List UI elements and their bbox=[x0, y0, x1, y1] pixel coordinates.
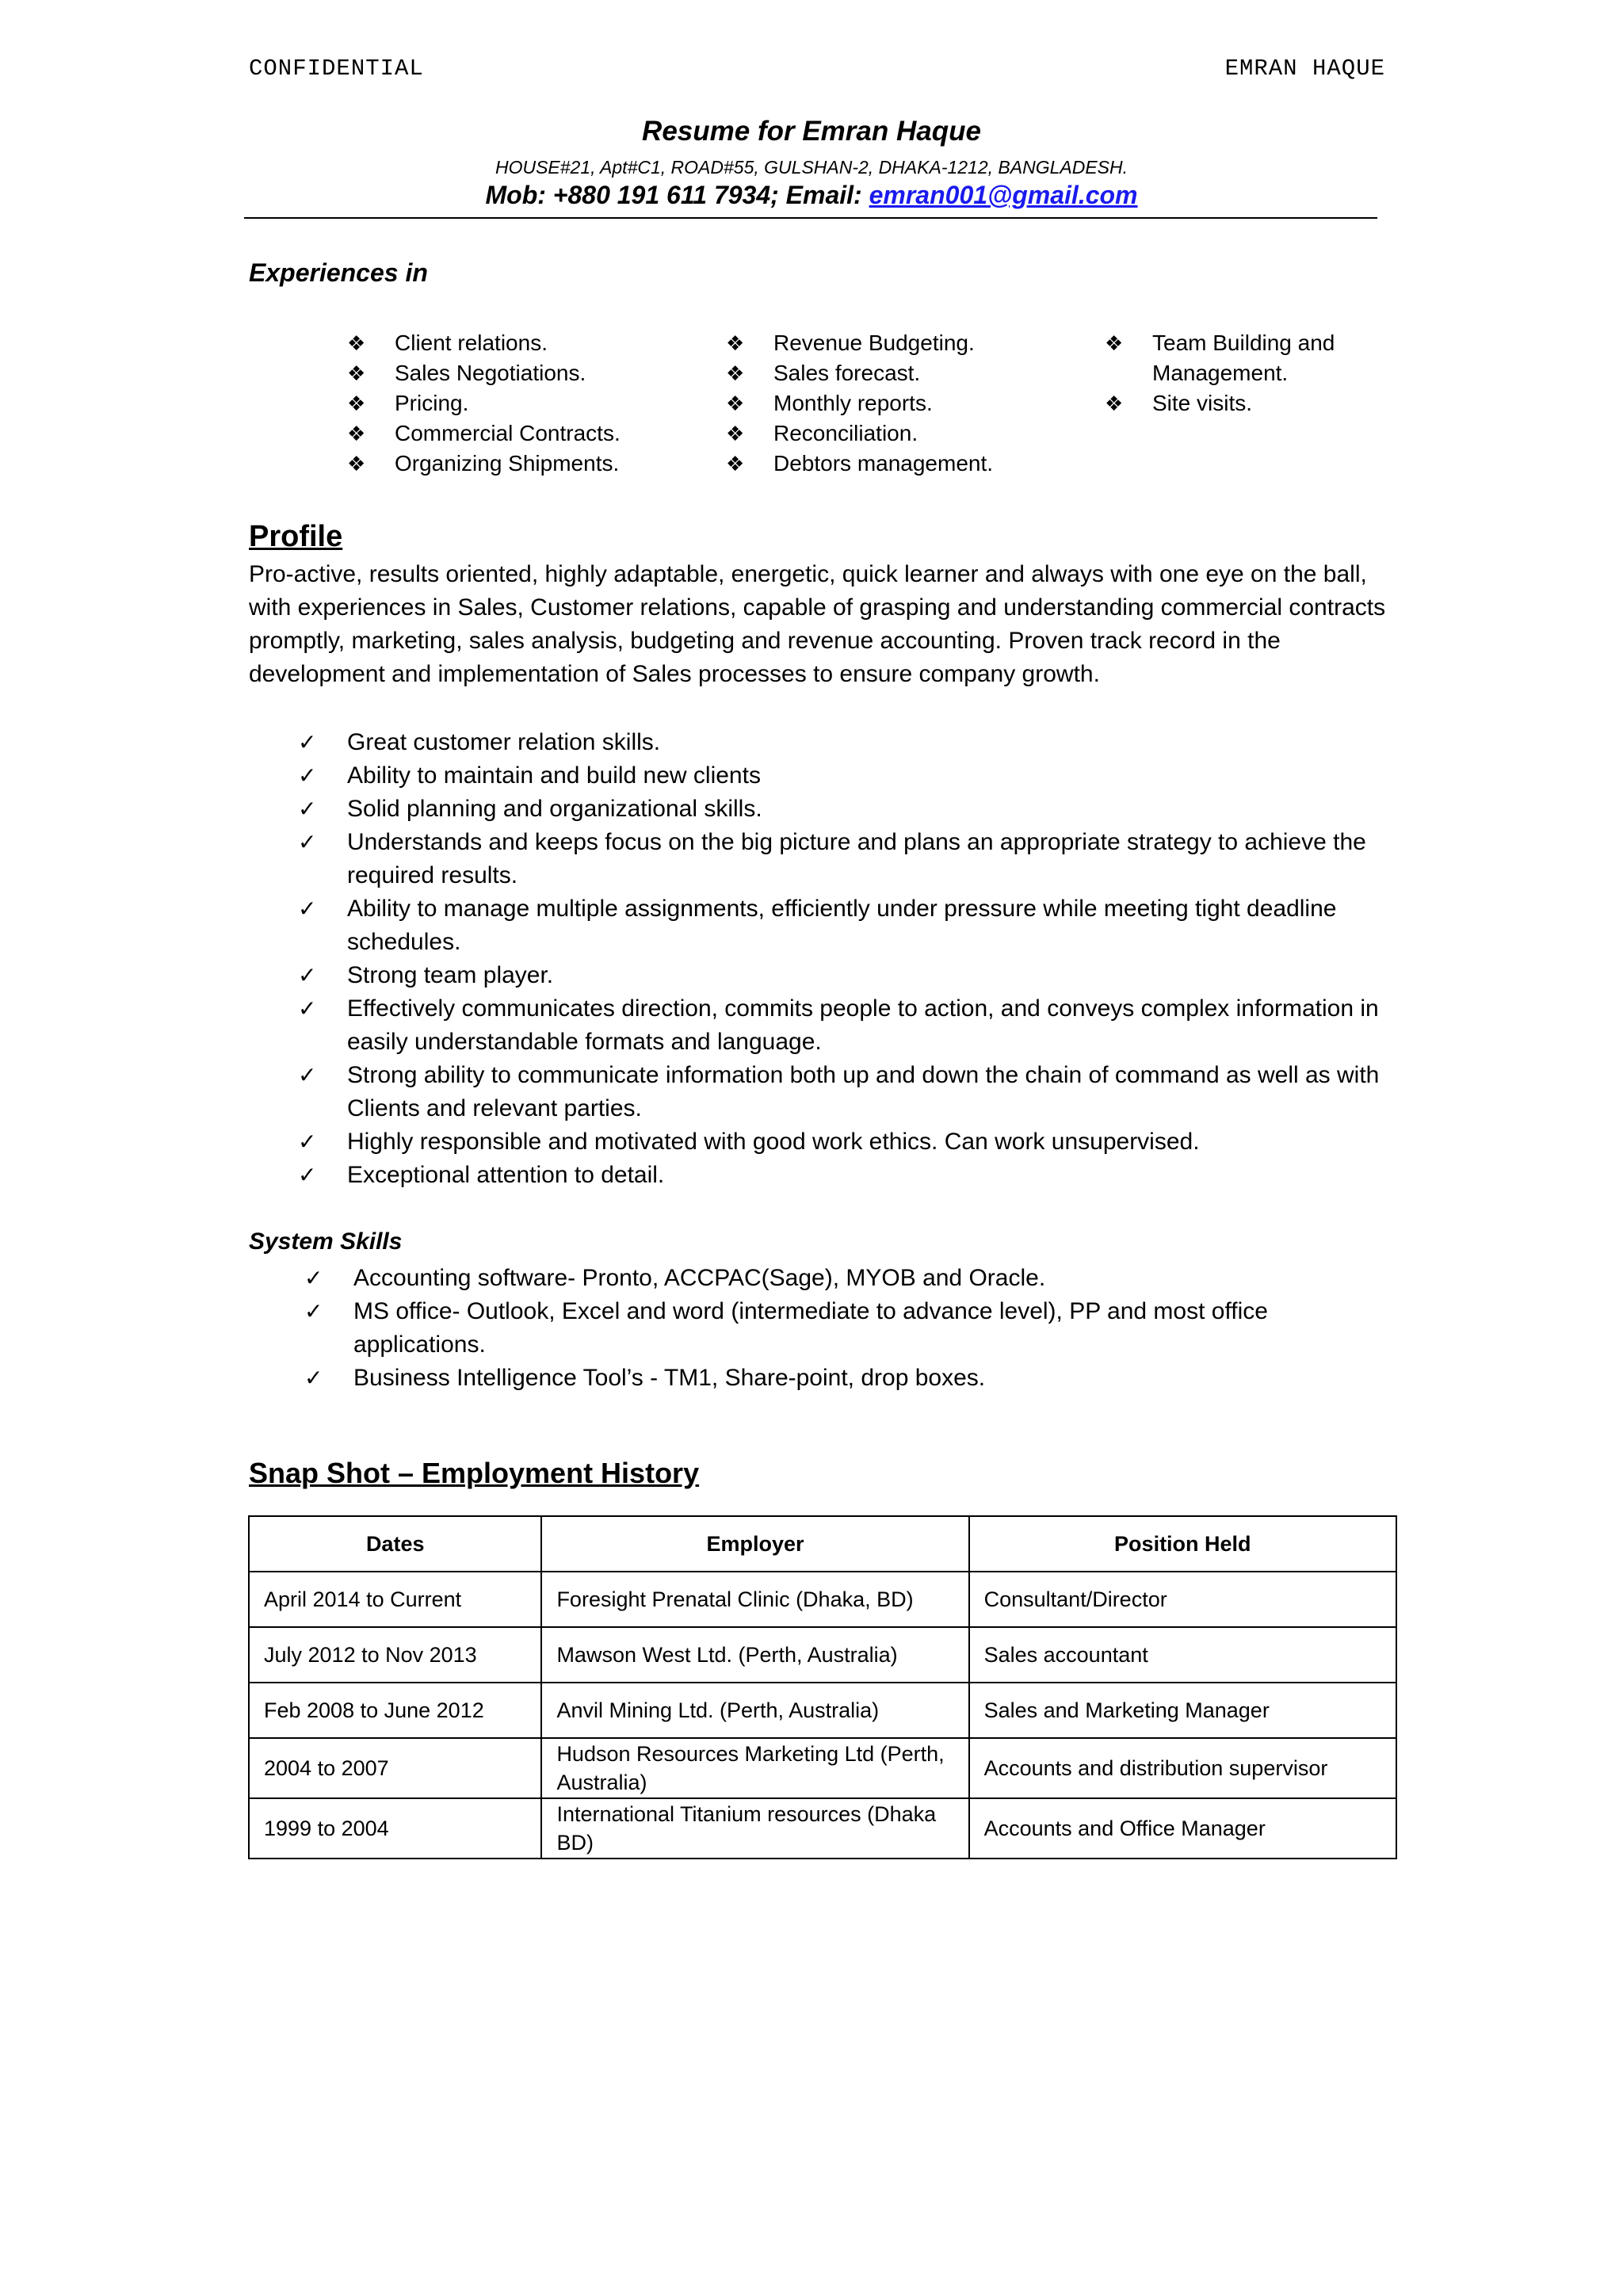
list-item: ❖ Monthly reports. bbox=[726, 388, 1059, 418]
check-icon: ✓ bbox=[298, 1129, 317, 1155]
experiences-column-3 bbox=[1105, 328, 1374, 418]
system-skills-heading: System Skills bbox=[249, 1228, 403, 1255]
position-cell: Sales accountant bbox=[969, 1627, 1396, 1683]
check-icon: ✓ bbox=[298, 762, 317, 789]
profile-heading: Profile bbox=[249, 520, 343, 553]
diamond-bullet-icon: ❖ bbox=[1105, 331, 1124, 355]
check-icon: ✓ bbox=[298, 829, 317, 855]
table-row bbox=[249, 1683, 1396, 1738]
list-item: ❖ Revenue Budgeting. bbox=[726, 328, 1059, 358]
diamond-bullet-icon: ❖ bbox=[726, 331, 745, 355]
check-icon: ✓ bbox=[298, 995, 317, 1022]
diamond-bullet-icon: ❖ bbox=[726, 422, 745, 445]
header-divider bbox=[244, 217, 1377, 219]
check-icon: ✓ bbox=[304, 1298, 323, 1324]
list-item: ❖ Reconciliation. bbox=[726, 418, 1059, 449]
employment-history-heading: Snap Shot – Employment History bbox=[249, 1457, 700, 1489]
list-item: ✓ Exceptional attention to detail. bbox=[298, 1159, 1392, 1192]
contact-line bbox=[0, 181, 1623, 210]
position-cell: Accounts and distribution supervisor bbox=[969, 1738, 1396, 1798]
diamond-bullet-icon: ❖ bbox=[347, 392, 366, 415]
list-item: ❖ Client relations. bbox=[347, 328, 680, 358]
employer-cell: Foresight Prenatal Clinic (Dhaka, BD) bbox=[541, 1572, 968, 1627]
position-cell: Accounts and Office Manager bbox=[969, 1798, 1396, 1859]
employer-cell: Hudson Resources Marketing Ltd (Perth, Australia) bbox=[541, 1738, 968, 1798]
table-row bbox=[249, 1572, 1396, 1627]
check-icon: ✓ bbox=[298, 1062, 317, 1088]
table-row bbox=[249, 1627, 1396, 1683]
list-item: ✓ Solid planning and organizational skills. bbox=[298, 793, 1392, 826]
list-item: ❖ Sales forecast. bbox=[726, 358, 1059, 388]
dates-cell: Feb 2008 to June 2012 bbox=[249, 1683, 541, 1738]
check-icon: ✓ bbox=[298, 796, 317, 822]
system-skills-list bbox=[304, 1262, 1350, 1395]
employer-cell: Mawson West Ltd. (Perth, Australia) bbox=[541, 1627, 968, 1683]
list-item: ❖ Sales Negotiations. bbox=[347, 358, 680, 388]
diamond-bullet-icon: ❖ bbox=[347, 331, 366, 355]
check-icon: ✓ bbox=[298, 962, 317, 988]
address: HOUSE#21, Apt#C1, ROAD#55, GULSHAN-2, DHAKA-1212, BANGLADESH. bbox=[495, 157, 1128, 178]
position-cell: Sales and Marketing Manager bbox=[969, 1683, 1396, 1738]
dates-cell: 1999 to 2004 bbox=[249, 1798, 541, 1859]
position-cell: Consultant/Director bbox=[969, 1572, 1396, 1627]
employer-cell: Anvil Mining Ltd. (Perth, Australia) bbox=[541, 1683, 968, 1738]
list-item: ✓ Accounting software- Pronto, ACCPAC(Sage), MYOB and Oracle. bbox=[304, 1262, 1350, 1295]
employer-cell: International Titanium resources (Dhaka BD) bbox=[541, 1798, 968, 1859]
diamond-bullet-icon: ❖ bbox=[726, 361, 745, 385]
email-link[interactable]: emran001@gmail.com bbox=[869, 181, 1138, 209]
list-item: ✓ Great customer relation skills. bbox=[298, 726, 1392, 759]
diamond-bullet-icon: ❖ bbox=[347, 361, 366, 385]
diamond-bullet-icon: ❖ bbox=[726, 452, 745, 476]
diamond-bullet-icon: ❖ bbox=[1105, 392, 1124, 415]
diamond-bullet-icon: ❖ bbox=[726, 392, 745, 415]
employment-table bbox=[248, 1515, 1397, 1859]
header-confidential: CONFIDENTIAL bbox=[249, 55, 424, 82]
list-item: ✓ Strong team player. bbox=[298, 959, 1392, 992]
list-item: ✓ Ability to manage multiple assignments, efficiently under pressure while meeting tight deadline schedules. bbox=[298, 892, 1392, 959]
list-item: ✓ Highly responsible and motivated with good work ethics. Can work unsupervised. bbox=[298, 1125, 1392, 1159]
list-item: ❖ Debtors management. bbox=[726, 449, 1059, 479]
diamond-bullet-icon: ❖ bbox=[347, 452, 366, 476]
dates-cell: April 2014 to Current bbox=[249, 1572, 541, 1627]
list-item: ✓ Understands and keeps focus on the big picture and plans an appropriate strategy to achieve the required results. bbox=[298, 826, 1392, 892]
list-item: ❖ Pricing. bbox=[347, 388, 680, 418]
table-row bbox=[249, 1738, 1396, 1798]
list-item: ❖ Commercial Contracts. bbox=[347, 418, 680, 449]
check-icon: ✓ bbox=[304, 1365, 323, 1391]
list-item: ✓ Ability to maintain and build new clients bbox=[298, 759, 1392, 793]
diamond-bullet-icon: ❖ bbox=[347, 422, 366, 445]
column-header-position: Position Held bbox=[969, 1516, 1396, 1572]
profile-summary: Pro-active, results oriented, highly adaptable, energetic, quick learner and always with one eye on the ball, with experiences in Sales, Customer relations, capable of grasping and understanding commercial contracts promptly, marketing, sales analysis, budgeting and revenue accounting. Proven track record in the development and implementation of Sales processes to ensure company growth. bbox=[249, 561, 1386, 687]
header-name: EMRAN HAQUE bbox=[1224, 55, 1385, 82]
check-icon: ✓ bbox=[298, 729, 317, 755]
dates-cell: 2004 to 2007 bbox=[249, 1738, 541, 1798]
list-item: ✓ Strong ability to communicate information both up and down the chain of command as well as with Clients and relevant parties. bbox=[298, 1059, 1392, 1125]
mobile-text: Mob: +880 191 611 7934; Email: bbox=[485, 181, 869, 209]
table-row bbox=[249, 1798, 1396, 1859]
column-header-dates: Dates bbox=[249, 1516, 541, 1572]
list-item: ✓ MS office- Outlook, Excel and word (intermediate to advance level), PP and most office applications. bbox=[304, 1295, 1350, 1362]
list-item: ❖ Organizing Shipments. bbox=[347, 449, 680, 479]
check-icon: ✓ bbox=[298, 1162, 317, 1188]
list-item: ✓ Effectively communicates direction, commits people to action, and conveys complex information in easily understandable formats and language. bbox=[298, 992, 1392, 1059]
dates-cell: July 2012 to Nov 2013 bbox=[249, 1627, 541, 1683]
list-item: ✓ Business Intelligence Tool’s - TM1, Share-point, drop boxes. bbox=[304, 1362, 1350, 1395]
experiences-heading: Experiences in bbox=[249, 258, 428, 287]
profile-skills-list bbox=[298, 726, 1392, 1192]
list-item: ❖ Site visits. bbox=[1105, 388, 1374, 418]
list-item: ❖ Team Building and Management. bbox=[1105, 328, 1374, 388]
table-header-row bbox=[249, 1516, 1396, 1572]
check-icon: ✓ bbox=[304, 1265, 323, 1291]
experiences-column-2 bbox=[726, 328, 1059, 479]
experiences-column-1 bbox=[347, 328, 680, 479]
resume-title: Resume for Emran Haque bbox=[642, 116, 981, 147]
column-header-employer: Employer bbox=[541, 1516, 968, 1572]
check-icon: ✓ bbox=[298, 896, 317, 922]
